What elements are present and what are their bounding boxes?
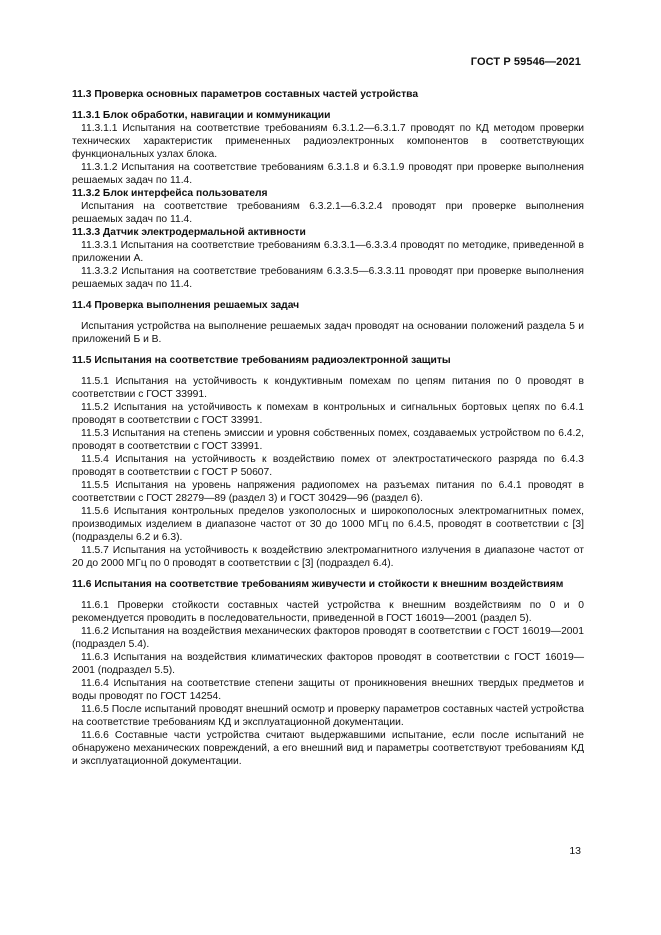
paragraph: 11.3.1.1 Испытания на соответствие требованиям 6.3.1.2—6.3.1.7 проводят по КД методом проверки технических характеристик примененных радиоэлектронных компонентов в соответствующих функциональных узлах блока. <box>72 123 584 160</box>
section-heading: 11.3.3 Датчик электродермальной активности <box>72 227 306 238</box>
paragraph: 11.3.1.2 Испытания на соответствие требованиям 6.3.1.8 и 6.3.1.9 проводят при проверке выполнения решаемых задач по 11.4. <box>72 162 584 186</box>
paragraph: Испытания на соответствие требованиям 6.3.2.1—6.3.2.4 проводят при проверке выполнения решаемых задач по 11.4. <box>72 201 584 225</box>
paragraph: 11.5.6 Испытания контрольных пределов узкополосных и широкополосных электромагнитных помех, производимых изделием в диапазоне частот от 30 до 1000 МГц по 6.4.5, проводят в соответствии с [3] (подразделы 6.2 и 6.3). <box>72 506 584 543</box>
spacer <box>72 312 584 320</box>
spacer <box>72 346 584 354</box>
paragraph: 11.5.5 Испытания на уровень напряжения радиопомех на разъемах питания по 6.4.1 проводят в соответствии с ГОСТ 28279—89 (раздел 3) и ГОСТ 30429—96 (раздел 6). <box>72 480 584 504</box>
paragraph: 11.5.2 Испытания на устойчивость к помехам в контрольных и сигнальных бортовых цепях по 6.4.1 проводят в соответствии с ГОСТ 33991. <box>72 402 584 426</box>
spacer <box>72 591 584 599</box>
paragraph: 11.5.3 Испытания на степень эмиссии и уровня собственных помех, создаваемых устройством по 6.4.2, проводят в соответствии с ГОСТ 33991. <box>72 428 584 452</box>
paragraph: 11.3.3.2 Испытания на соответствие требованиям 6.3.3.5—6.3.3.11 проводят при проверке выполнения решаемых задач по 11.4. <box>72 266 584 290</box>
document-body <box>72 88 584 768</box>
paragraph: 11.6.3 Испытания на воздействия климатических факторов проводят в соответствии с ГОСТ 16019—2001 (подраздел 5.5). <box>72 652 584 676</box>
spacer <box>72 291 584 299</box>
paragraph: 11.5.7 Испытания на устойчивость к воздействию электромагнитного излучения в диапазоне частот от 20 до 2000 МГц по 0 проводят в соответствии с [3] (подраздел 6.4). <box>72 545 584 569</box>
section-heading: 11.3 Проверка основных параметров составных частей устройства <box>72 89 419 100</box>
section-heading: 11.6 Испытания на соответствие требованиям живучести и стойкости к внешним воздействиям <box>72 579 564 590</box>
paragraph: 11.5.1 Испытания на устойчивость к кондуктивным помехам по цепям питания по 0 проводят в соответствии с ГОСТ 33991. <box>72 376 584 400</box>
paragraph: 11.3.3.1 Испытания на соответствие требованиям 6.3.3.1—6.3.3.4 проводят по методике, приведенной в приложении А. <box>72 240 584 264</box>
paragraph: 11.6.6 Составные части устройства считают выдержавшими испытание, если после испытаний не обнаружено механических повреждений, а его внешний вид и параметры соответствуют требованиям КД и эксплуатационной документации. <box>72 730 584 767</box>
spacer <box>72 570 584 578</box>
spacer <box>72 101 584 109</box>
page-number: 13 <box>569 845 581 857</box>
paragraph: 11.5.4 Испытания на устойчивость к воздействию помех от электростатического разряда по 6.4.3 проводят в соответствии с ГОСТ Р 50607. <box>72 454 584 478</box>
paragraph: 11.6.2 Испытания на воздействия механических факторов проводят в соответствии с ГОСТ 16019—2001 (подраздел 5.4). <box>72 626 584 650</box>
section-heading: 11.3.2 Блок интерфейса пользователя <box>72 188 268 199</box>
section-heading: 11.5 Испытания на соответствие требованиям радиоэлектронной защиты <box>72 355 451 366</box>
standard-designation: ГОСТ Р 59546—2021 <box>470 56 581 68</box>
section-heading: 11.4 Проверка выполнения решаемых задач <box>72 300 300 311</box>
spacer <box>72 367 584 375</box>
paragraph: 11.6.1 Проверки стойкости составных частей устройства к внешним воздействиям по 0 и 0 рекомендуется проводить в последовательности, приведенной в ГОСТ 16019—2001 (раздел 5). <box>72 600 584 624</box>
paragraph: Испытания устройства на выполнение решаемых задач проводят на основании положений раздела 5 и приложений Б и В. <box>72 321 584 345</box>
paragraph: 11.6.4 Испытания на соответствие степени защиты от проникновения внешних твердых предметов и воды проводят по ГОСТ 14254. <box>72 678 584 702</box>
section-heading: 11.3.1 Блок обработки, навигации и коммуникации <box>72 110 331 121</box>
paragraph: 11.6.5 После испытаний проводят внешний осмотр и проверку параметров составных частей устройства на соответствие требованиям КД и эксплуатационной документации. <box>72 704 584 728</box>
